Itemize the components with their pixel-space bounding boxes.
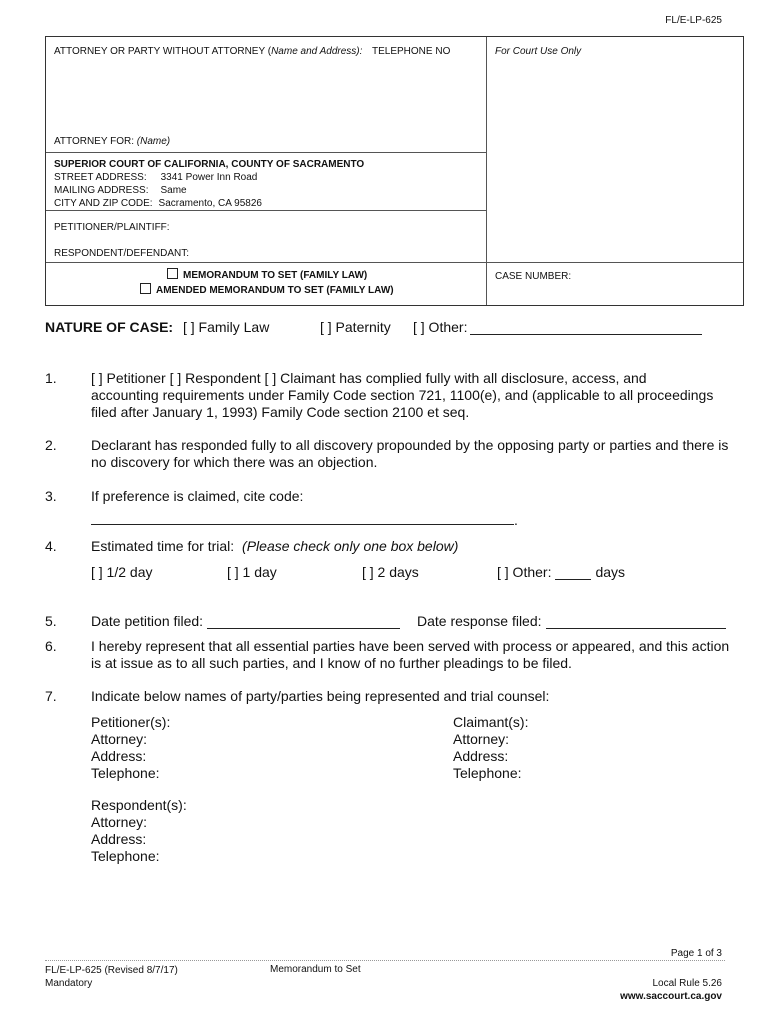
footer-form-info: FL/E-LP-625 (Revised 8/7/17) Mandatory	[45, 965, 178, 989]
caption-box	[45, 36, 744, 306]
nature-of-case	[45, 319, 468, 335]
item-7: Indicate below names of party/parties being represented and trial counsel:	[91, 688, 550, 704]
page-number: Page 1 of 3	[670, 948, 722, 959]
memo-title: MEMORANDUM TO SET (FAMILY LAW)	[183, 270, 368, 281]
preference-code-field[interactable]	[91, 511, 514, 525]
petitioner-block: Petitioner(s): Attorney: Address: Telephone:	[91, 714, 171, 781]
street-address: STREET ADDRESS: 3341 Power Inn Road	[54, 172, 258, 183]
amended-title-row	[140, 283, 394, 297]
respondent-block: Respondent(s): Attorney: Address: Telephone:	[91, 797, 187, 864]
form-id-top: FL/E-LP-625	[665, 15, 722, 26]
divider-parties	[46, 210, 486, 211]
telephone-label: TELEPHONE NO	[372, 46, 451, 57]
item-6-number: 6.	[45, 638, 57, 654]
trial-half-day[interactable]: [ ] 1/2 day	[91, 564, 153, 580]
item-5-number: 5.	[45, 613, 57, 629]
paternity-option[interactable]: [ ] Paternity	[320, 319, 391, 335]
memo-checkbox[interactable]	[167, 268, 178, 279]
item-7-number: 7.	[45, 688, 57, 704]
respondent-label: RESPONDENT/DEFENDANT:	[54, 248, 190, 259]
petitioner-label: PETITIONER/PLAINTIFF:	[54, 222, 170, 233]
amended-title: AMENDED MEMORANDUM TO SET (FAMILY LAW)	[156, 285, 394, 296]
item-4: Estimated time for trial: (Please check only one box below)	[91, 538, 459, 554]
trial-one-day[interactable]: [ ] 1 day	[227, 564, 277, 580]
mailing-address: MAILING ADDRESS: Same	[54, 185, 187, 196]
city-zip: CITY AND ZIP CODE: Sacramento, CA 95826	[54, 198, 262, 209]
footer-rule: Local Rule 5.26 www.saccourt.ca.gov	[620, 978, 722, 1002]
court-use-label: For Court Use Only	[495, 46, 582, 57]
footer-divider	[45, 960, 725, 961]
item-4-number: 4.	[45, 538, 57, 554]
item-1: [ ] Petitioner [ ] Respondent [ ] Claimant has complied fully with all disclosure, access, and accounting requirements under Family Code section 721, 1100(e), and (applicable to all proceedings filed after January 1, 1993) Family Code section 2100 et seq.	[91, 370, 714, 420]
item-1-number: 1.	[45, 370, 57, 386]
footer-title: Memorandum to Set	[270, 964, 361, 975]
amended-checkbox[interactable]	[140, 283, 151, 294]
other-option[interactable]: [ ] Other:	[413, 319, 702, 335]
item-2: Declarant has responded fully to all discovery propounded by the opposing party or parties and there is no discovery for which there was an objection.	[91, 437, 729, 470]
item-3: If preference is claimed, cite code:	[91, 488, 304, 504]
family-law-option[interactable]: [ ] Family Law	[182, 319, 270, 335]
caption-divider	[486, 37, 487, 305]
claimant-block: Claimant(s): Attorney: Address: Telephone:	[453, 714, 529, 781]
case-number-label: CASE NUMBER:	[495, 271, 572, 282]
response-filed[interactable]: Date response filed:	[417, 613, 726, 630]
court-website[interactable]: www.saccourt.ca.gov	[620, 991, 722, 1002]
attorney-for-label: ATTORNEY FOR: (Name)	[54, 136, 171, 147]
item-3-number: 3.	[45, 488, 57, 504]
item-2-number: 2.	[45, 437, 57, 453]
memo-title-row	[167, 268, 367, 282]
item-6: I hereby represent that all essential parties have been served with process or appeared, and this action is at issue as to all such parties, and I know of no further pleadings to be filed.	[91, 638, 730, 671]
divider-court	[46, 152, 486, 153]
petition-filed[interactable]: Date petition filed:	[91, 613, 400, 630]
trial-two-days[interactable]: [ ] 2 days	[362, 564, 419, 580]
divider-title	[46, 262, 743, 263]
court-name: SUPERIOR COURT OF CALIFORNIA, COUNTY OF SACRAMENTO	[54, 159, 365, 170]
nature-label: NATURE OF CASE:	[45, 319, 174, 335]
trial-other[interactable]: [ ] Other: days	[497, 564, 626, 580]
preference-period: .	[514, 512, 518, 528]
attorney-label: ATTORNEY OR PARTY WITHOUT ATTORNEY (Name and Address):	[54, 46, 363, 57]
